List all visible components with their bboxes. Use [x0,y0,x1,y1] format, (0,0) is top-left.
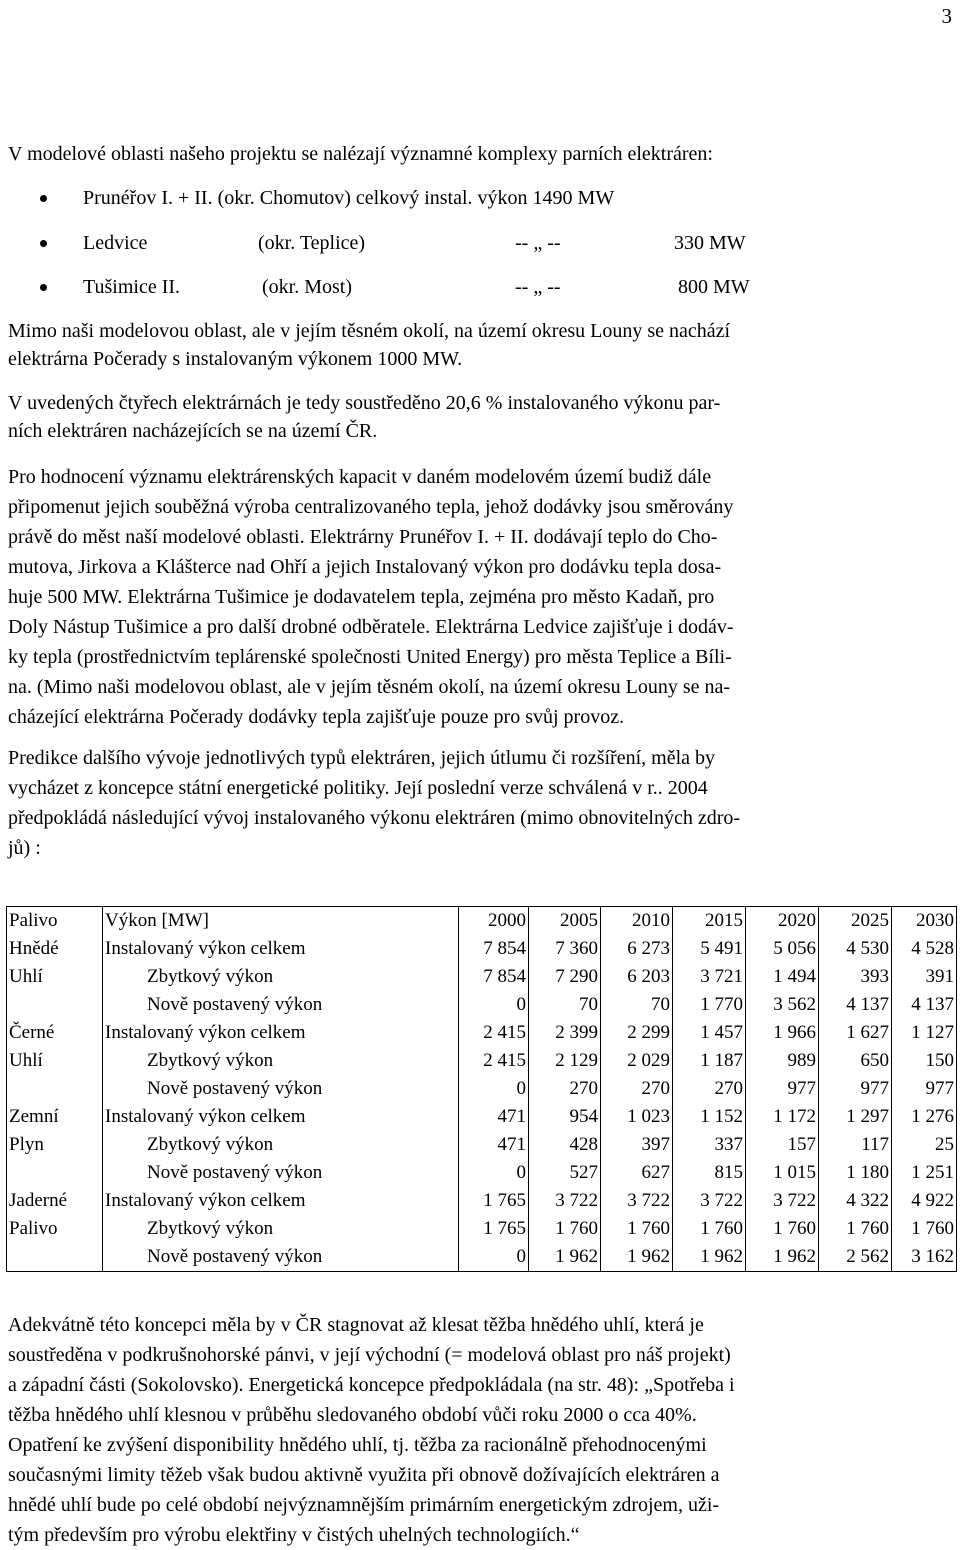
capacity-table-body [7,907,957,1272]
text-line: vycházet z koncepce státní energetické politiky. Její poslední verze schválená v r.. 2004 [8,777,708,799]
value-cell: 6 273 [601,935,673,963]
value-cell: 1 966 [746,1019,819,1047]
value-cell: 1 187 [673,1047,746,1075]
value-cell: 471 [459,1131,529,1159]
row-label: Zbytkový výkon [103,1131,459,1159]
header-fuel: Palivo [7,907,103,936]
text-line: právě do měst naší modelové oblasti. Elektrárny Prunéřov I. + II. dodávají teplo do Cho- [8,526,718,548]
plant-ditto: -- „ -- [515,232,561,254]
value-cell: 1 276 [892,1103,957,1131]
text-line: huje 500 MW. Elektrárna Tušimice je dodavatelem tepla, zejména pro město Kadaň, pro [8,586,715,608]
value-cell: 4 528 [892,935,957,963]
fuel-cell: Plyn [7,1131,103,1159]
value-cell: 3 722 [601,1187,673,1215]
text-line: ky tepla (prostřednictvím teplárenské společnosti United Energy) pro města Teplice a Bíli- [8,646,732,668]
value-cell: 2 415 [459,1019,529,1047]
row-label: Zbytkový výkon [103,1215,459,1243]
table-row [7,1215,957,1243]
value-cell: 1 152 [673,1103,746,1131]
value-cell: 70 [601,991,673,1019]
value-cell: 4 137 [819,991,892,1019]
value-cell: 1 494 [746,963,819,991]
table-row [7,1243,957,1272]
value-cell: 4 322 [819,1187,892,1215]
value-cell: 1 760 [892,1215,957,1243]
text-line: a západní části (Sokolovsko). Energetická koncepce předpokládala (na str. 48): „Spotřeba i [8,1374,735,1396]
value-cell: 150 [892,1047,957,1075]
plant-power: 330 MW [674,232,746,254]
fuel-cell: Hnědé [7,935,103,963]
text-line: Doly Nástup Tušimice a pro další drobné odběratele. Elektrárna Ledvice zajišťuje i dodáv- [8,616,734,638]
header-year: 2025 [819,907,892,936]
text-line: Pro hodnocení významu elektrárenských kapacit v daném modelovém území budiž dále [8,466,712,488]
row-label: Zbytkový výkon [103,963,459,991]
value-cell: 1 765 [459,1215,529,1243]
text-line: Predikce dalšího vývoje jednotlivých typů elektráren, jejich útlumu či rozšíření, měla by [8,747,716,769]
value-cell: 989 [746,1047,819,1075]
value-cell: 977 [819,1075,892,1103]
text-line: současnými limity těžeb však budou aktivně využita při obnově dožívajících elektráren a [8,1464,720,1486]
text-line: soustředěna v podkrušnohorské pánvi, v její východní (= modelová oblast pro náš projekt) [8,1344,731,1366]
text-line: elektrárna Počerady s instalovaným výkonem 1000 MW. [8,348,463,370]
table-row [7,963,957,991]
value-cell: 270 [601,1075,673,1103]
value-cell: 650 [819,1047,892,1075]
plant-district: (okr. Teplice) [258,232,366,254]
value-cell: 977 [892,1075,957,1103]
table-row [7,1187,957,1215]
plant-name: Tušimice II. [83,276,181,298]
header-year: 2030 [892,907,957,936]
value-cell: 5 491 [673,935,746,963]
plant-power: 800 MW [678,276,750,298]
table-row [7,1075,957,1103]
text-line: připomenut jejich souběžná výroba centralizovaného tepla, jehož dodávky jsou směrovány [8,496,734,518]
value-cell: 7 360 [529,935,601,963]
intro-line: V modelové oblasti našeho projektu se nalézají významné komplexy parních elektráren: [8,143,713,165]
table-row [7,935,957,963]
value-cell: 3 722 [746,1187,819,1215]
text-line: cházející elektrárna Počerady dodávky tepla zajišťuje pouze pro svůj provoz. [8,706,625,728]
value-cell: 3 722 [673,1187,746,1215]
value-cell: 4 530 [819,935,892,963]
value-cell: 6 203 [601,963,673,991]
value-cell: 977 [746,1075,819,1103]
paragraph-share [8,389,952,445]
fuel-cell [7,991,103,1019]
value-cell: 1 760 [746,1215,819,1243]
value-cell: 1 457 [673,1019,746,1047]
value-cell: 1 627 [819,1019,892,1047]
row-label: Instalovaný výkon celkem [103,1187,459,1215]
value-cell: 527 [529,1159,601,1187]
value-cell: 393 [819,963,892,991]
text-line: Opatření ke zvýšení disponibility hnědého uhlí, tj. těžba za racionálně přehodnocenými [8,1434,707,1456]
value-cell: 2 415 [459,1047,529,1075]
value-cell: 3 722 [529,1187,601,1215]
value-cell: 1 015 [746,1159,819,1187]
header-year: 2015 [673,907,746,936]
value-cell: 5 056 [746,935,819,963]
value-cell: 3 721 [673,963,746,991]
value-cell: 2 129 [529,1047,601,1075]
plant-name: Ledvice [83,232,148,254]
value-cell: 0 [459,1075,529,1103]
text-line: těžba hnědého uhlí klesnou v průběhu sledovaného období vůči roku 2000 o cca 40%. [8,1404,697,1426]
value-cell: 1 251 [892,1159,957,1187]
value-cell: 1 760 [819,1215,892,1243]
row-label: Nově postavený výkon [103,1075,459,1103]
value-cell: 157 [746,1131,819,1159]
paragraph-prediction [8,743,952,863]
fuel-cell: Uhlí [7,1047,103,1075]
row-label: Nově postavený výkon [103,1159,459,1187]
row-label: Nově postavený výkon [103,991,459,1019]
value-cell: 471 [459,1103,529,1131]
text-line: hnědé uhlí bude po celé období nejvýznamnějším primárním energetickým zdrojem, uži- [8,1494,720,1516]
value-cell: 25 [892,1131,957,1159]
text-line: předpokládá následující vývoj instalovaného výkonu elektráren (mimo obnovitelných zdro- [8,807,741,829]
text-line: ních elektráren nacházejících se na území ČR. [8,420,378,442]
fuel-cell [7,1075,103,1103]
capacity-table [6,906,957,1272]
text-line: mutova, Jirkova a Klášterce nad Ohří a jejich Instalovaný výkon pro dodávku tepla dosa- [8,556,722,578]
plant-district: (okr. Most) [262,276,352,298]
value-cell: 2 399 [529,1019,601,1047]
intro-paragraph [8,140,952,168]
text-line: Mimo naši modelovou oblast, ale v jejím těsném okolí, na území okresu Louny se nachází [8,320,731,342]
value-cell: 1 962 [601,1243,673,1272]
value-cell: 7 854 [459,963,529,991]
bullet-icon [40,284,47,291]
plant-name: Prunéřov I. + II. (okr. Chomutov) celkový instal. výkon 1490 MW [83,187,615,209]
table-row [7,1019,957,1047]
paragraph-coal-mining [8,1310,952,1550]
text-line: Adekvátně této koncepci měla by v ČR stagnovat až klesat těžba hnědého uhlí, která je [8,1314,704,1336]
bullet-icon [40,195,47,202]
value-cell: 7 854 [459,935,529,963]
table-row [7,991,957,1019]
fuel-cell [7,1159,103,1187]
value-cell: 1 297 [819,1103,892,1131]
bullet-icon [40,240,47,247]
value-cell: 1 760 [673,1215,746,1243]
fuel-cell: Černé [7,1019,103,1047]
value-cell: 1 962 [673,1243,746,1272]
fuel-cell: Zemní [7,1103,103,1131]
value-cell: 2 029 [601,1047,673,1075]
value-cell: 954 [529,1103,601,1131]
value-cell: 337 [673,1131,746,1159]
value-cell: 397 [601,1131,673,1159]
value-cell: 815 [673,1159,746,1187]
value-cell: 270 [673,1075,746,1103]
row-label: Instalovaný výkon celkem [103,1103,459,1131]
value-cell: 0 [459,991,529,1019]
value-cell: 70 [529,991,601,1019]
table-row [7,1131,957,1159]
value-cell: 1 127 [892,1019,957,1047]
value-cell: 1 760 [529,1215,601,1243]
value-cell: 117 [819,1131,892,1159]
paragraph-pocerady [8,317,952,373]
header-year: 2010 [601,907,673,936]
value-cell: 3 562 [746,991,819,1019]
header-year: 2020 [746,907,819,936]
table-row [7,1047,957,1075]
fuel-cell [7,1243,103,1272]
table-header-row [7,907,957,936]
table-row [7,1103,957,1131]
header-year: 2000 [459,907,529,936]
text-line: tým především pro výrobu elektřiny v čistých uhelných technologiích.“ [8,1524,580,1546]
page-number: 3 [941,4,952,28]
value-cell: 627 [601,1159,673,1187]
value-cell: 428 [529,1131,601,1159]
value-cell: 1 962 [746,1243,819,1272]
row-label: Zbytkový výkon [103,1047,459,1075]
value-cell: 1 962 [529,1243,601,1272]
text-line: na. (Mimo naši modelovou oblast, ale v jejím těsném okolí, na území okresu Louny se na- [8,676,731,698]
fuel-cell: Jaderné [7,1187,103,1215]
value-cell: 2 562 [819,1243,892,1272]
value-cell: 391 [892,963,957,991]
value-cell: 1 180 [819,1159,892,1187]
value-cell: 3 162 [892,1243,957,1272]
value-cell: 2 299 [601,1019,673,1047]
value-cell: 0 [459,1159,529,1187]
value-cell: 1 765 [459,1187,529,1215]
plant-ditto: -- „ -- [515,276,561,298]
value-cell: 4 137 [892,991,957,1019]
value-cell: 270 [529,1075,601,1103]
value-cell: 0 [459,1243,529,1272]
value-cell: 1 172 [746,1103,819,1131]
header-power: Výkon [MW] [103,907,459,936]
row-label: Instalovaný výkon celkem [103,935,459,963]
value-cell: 1 770 [673,991,746,1019]
row-label: Instalovaný výkon celkem [103,1019,459,1047]
value-cell: 1 760 [601,1215,673,1243]
fuel-cell: Palivo [7,1215,103,1243]
text-line: jů) : [8,837,41,859]
text-line: V uvedených čtyřech elektrárnách je tedy soustředěno 20,6 % instalovaného výkonu par- [8,392,721,414]
value-cell: 4 922 [892,1187,957,1215]
table-row [7,1159,957,1187]
paragraph-heat-supply [8,462,952,732]
fuel-cell: Uhlí [7,963,103,991]
value-cell: 1 023 [601,1103,673,1131]
value-cell: 7 290 [529,963,601,991]
row-label: Nově postavený výkon [103,1243,459,1272]
header-year: 2005 [529,907,601,936]
